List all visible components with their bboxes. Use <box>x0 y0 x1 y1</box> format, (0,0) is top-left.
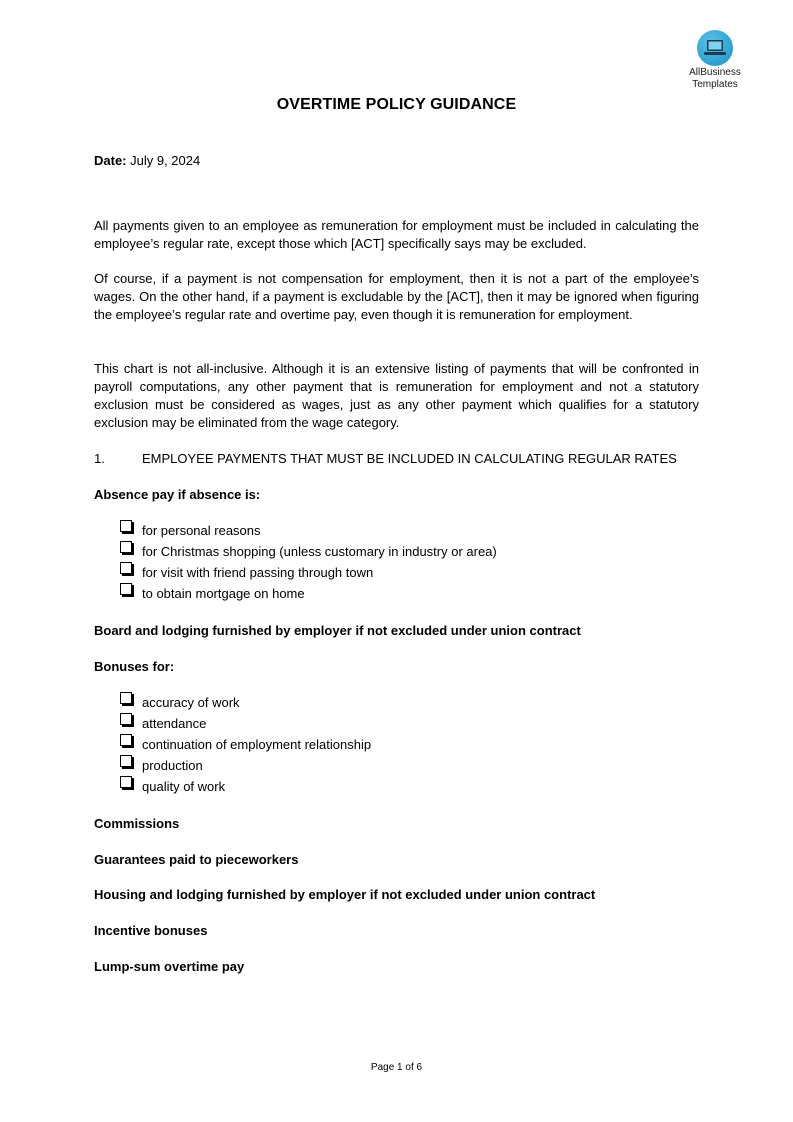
checkbox-icon <box>120 734 132 746</box>
paragraph-2: Of course, if a payment is not compensation for employment, then it is not a part of the employee’s wages. On the other hand, if a payment is excludable by the [ACT], then it may be ignored when figuring the employee’s regular rate and overtime pay, even though it is remuneration for employment. <box>94 271 699 322</box>
board-heading: Board and lodging furnished by employer if not excluded under union contract <box>94 623 581 638</box>
checkbox-icon <box>120 713 132 725</box>
absence-list <box>120 520 497 604</box>
checkbox-icon <box>120 562 132 574</box>
logo-text-line2: Templates <box>692 79 738 90</box>
list-item: for visit with friend passing through town <box>120 562 497 583</box>
commissions-heading: Commissions <box>94 816 180 831</box>
checkbox-icon <box>120 776 132 788</box>
date-value: July 9, 2024 <box>126 153 201 168</box>
page-footer: Page 1 of 6 <box>370 1062 423 1073</box>
date-label: Date: <box>94 153 127 168</box>
page-title: OVERTIME POLICY GUIDANCE <box>276 96 517 113</box>
paragraph-3: This chart is not all-inclusive. Although it is an extensive listing of payments that will be confronted in payroll computations, any other payment that is remuneration for employment and not a statutory exclusion must be considered as wages, just as any other payment which qualifies for a statutory exclusion may be eliminated from the wage category. <box>94 361 699 430</box>
list-item: accuracy of work <box>120 692 371 713</box>
list-item: production <box>120 755 371 776</box>
checkbox-icon <box>120 755 132 767</box>
checkbox-icon <box>120 583 132 595</box>
list-item: to obtain mortgage on home <box>120 583 497 604</box>
list-item: quality of work <box>120 776 371 797</box>
lump-sum-heading: Lump-sum overtime pay <box>94 959 245 974</box>
section-number: 1. <box>94 451 105 466</box>
list-item: continuation of employment relationship <box>120 734 371 755</box>
bonuses-list <box>120 692 371 797</box>
laptop-icon <box>697 30 733 66</box>
logo-text-line1: AllBusiness <box>689 67 741 78</box>
paragraph-1: All payments given to an employee as remuneration for employment must be included in calculating the employee’s regular rate, except those which [ACT] specifically says may be excluded. <box>94 218 699 251</box>
housing-heading: Housing and lodging furnished by employer if not excluded under union contract <box>94 887 596 902</box>
section-title: EMPLOYEE PAYMENTS THAT MUST BE INCLUDED IN CALCULATING REGULAR RATES <box>142 451 677 466</box>
guarantees-heading: Guarantees paid to pieceworkers <box>94 852 299 867</box>
absence-heading: Absence pay if absence is: <box>94 487 261 502</box>
section-heading <box>94 450 677 468</box>
checkbox-icon <box>120 520 132 532</box>
incentive-heading: Incentive bonuses <box>94 923 208 938</box>
list-item: attendance <box>120 713 371 734</box>
date-line <box>94 153 200 168</box>
checkbox-icon <box>120 541 132 553</box>
company-logo <box>684 30 746 90</box>
bonuses-heading: Bonuses for: <box>94 659 175 674</box>
list-item: for Christmas shopping (unless customary in industry or area) <box>120 541 497 562</box>
list-item: for personal reasons <box>120 520 497 541</box>
checkbox-icon <box>120 692 132 704</box>
